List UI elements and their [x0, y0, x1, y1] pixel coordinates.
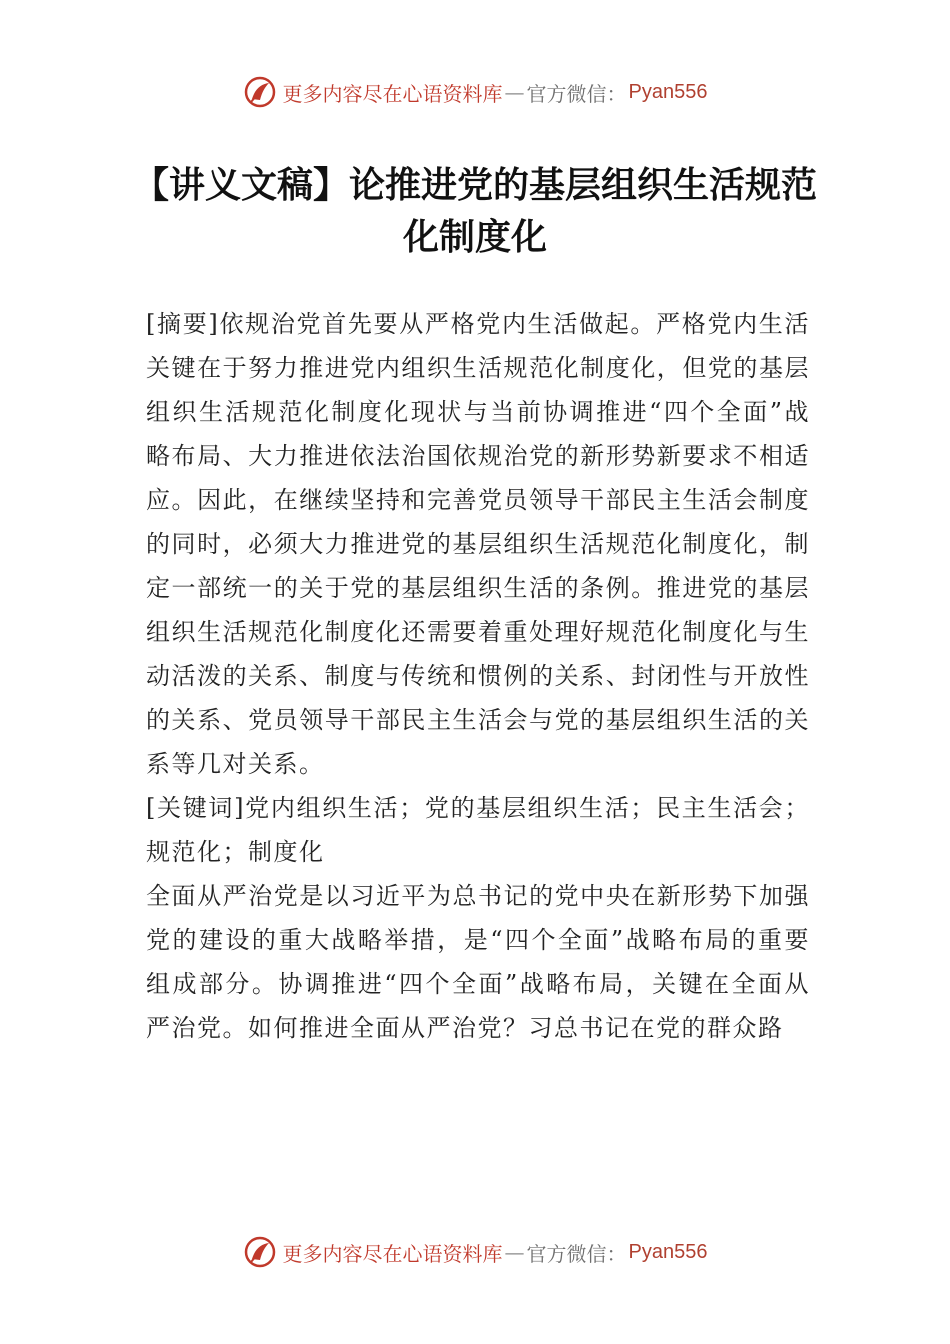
body-paragraph: 全面从严治党是以习近平为总书记的党中央在新形势下加强党的建设的重大战略举措，是“四个全面”战略布局的重要组成部分。协调推进“四个全面”战略布局，关键在全面从严治党。如何推进全面从严治党？习总书记在党的群众路: [146, 882, 810, 1042]
document-title: 【讲义文稿】论推进党的基层组织生活规范化制度化: [132, 165, 817, 258]
header-watermark: [0, 72, 950, 112]
watermark-text: [283, 1238, 708, 1267]
watermark-contact: Pyan556: [628, 1240, 708, 1263]
watermark-secondary: 官方微信：: [526, 81, 627, 106]
keywords-paragraph: [关键词]党内组织生活；党的基层组织生活；民主生活会； 规范化；制度化: [146, 794, 810, 866]
watermark-text: [283, 78, 708, 107]
brand-logo-icon: [243, 75, 277, 109]
watermark-dash: —: [504, 1240, 525, 1264]
watermark-contact: Pyan556: [628, 80, 708, 103]
watermark-dash: —: [504, 80, 525, 104]
footer-watermark: [0, 1232, 950, 1272]
abstract-paragraph: [摘要]依规治党首先要从严格党内生活做起。严格党内生活关键在于努力推进党内组织生活规范化制度化，但党的基层组织生活规范化制度化现状与当前协调推进“四个全面”战略布局、大力推进依法治国依规治党的新形势新要求不相适应。因此，在继续坚持和完善党员领导干部民主生活会制度的同时，必须大力推进党的基层组织生活规范化制度化，制定一部统一的关于党的基层组织生活的条例。推进党的基层组织生活规范化制度化还需要着重处理好规范化制度化与生动活泼的关系、制度与传统和惯例的关系、封闭性与开放性的关系、党员领导干部民主生活会与党的基层组织生活的关系等几对关系。: [146, 310, 810, 778]
brand-logo-icon: [243, 1235, 277, 1269]
watermark-primary: 更多内容尽在心语资料库: [282, 1241, 503, 1266]
document-body: [146, 302, 810, 1050]
watermark-secondary: 官方微信：: [526, 1241, 627, 1266]
watermark-primary: 更多内容尽在心语资料库: [282, 81, 503, 106]
